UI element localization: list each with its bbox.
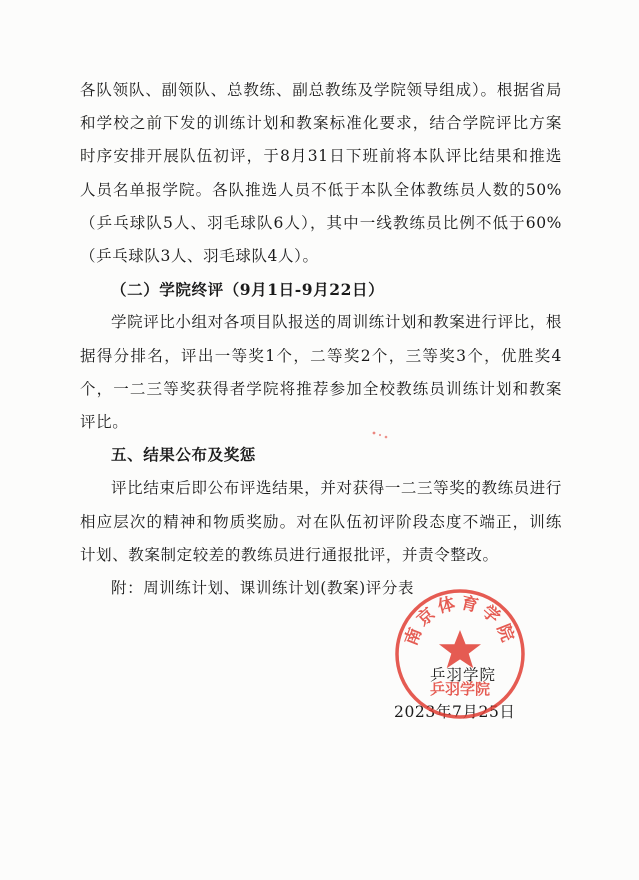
paragraph-final-review: 学院评比小组对各项目队报送的周训练计划和教案进行评比，根据得分排名，评出一等奖1个，二等奖2个，三等奖3个，优胜奖4个，一二三等奖获得者学院将推荐参加全校教练员训练计划和教案评比。: [80, 313, 562, 432]
ink-speck: [371, 430, 389, 440]
paragraph-continuation: 各队领队、副领队、总教练、副总教练及学院领导组成）。根据省局和学校之前下发的训练计划和教案标准化要求，结合学院评比方案时序安排开展队伍初评，于8月31日下班前将本队评比结果和推选人员名单报学院。各队推选人员不低于本队全体教练员人数的50%（乒乓球队5人、羽毛球队6人），其中一线教练员比例不低于60%（乒乓球队3人、羽毛球队4人）。: [80, 81, 562, 266]
section-heading-results: 五、结果公布及奖惩: [111, 446, 256, 465]
signature-issuer: 乒羽学院: [430, 666, 497, 684]
paragraph-attachment: 附：周训练计划、课训练计划(教案)评分表: [111, 579, 415, 598]
seal-inner-text: 乒羽学院: [429, 680, 491, 698]
official-seal: [392, 586, 528, 722]
paragraph-results: 评比结束后即公布评选结果，并对获得一二三等奖的教练员进行相应层次的精神和物质奖励。对在队伍初评阶段态度不端正，训练计划、教案制定较差的教练员进行通报批评，并责令整改。: [80, 479, 562, 564]
signature-date: 2023年7月25日: [394, 703, 516, 721]
seal-star-icon: [439, 630, 481, 668]
seal-arc-text: 南京体育学院: [401, 593, 519, 649]
document-body: [80, 74, 562, 605]
subheading-final-review: （二）学院终评（9月1日-9月22日）: [111, 280, 385, 300]
